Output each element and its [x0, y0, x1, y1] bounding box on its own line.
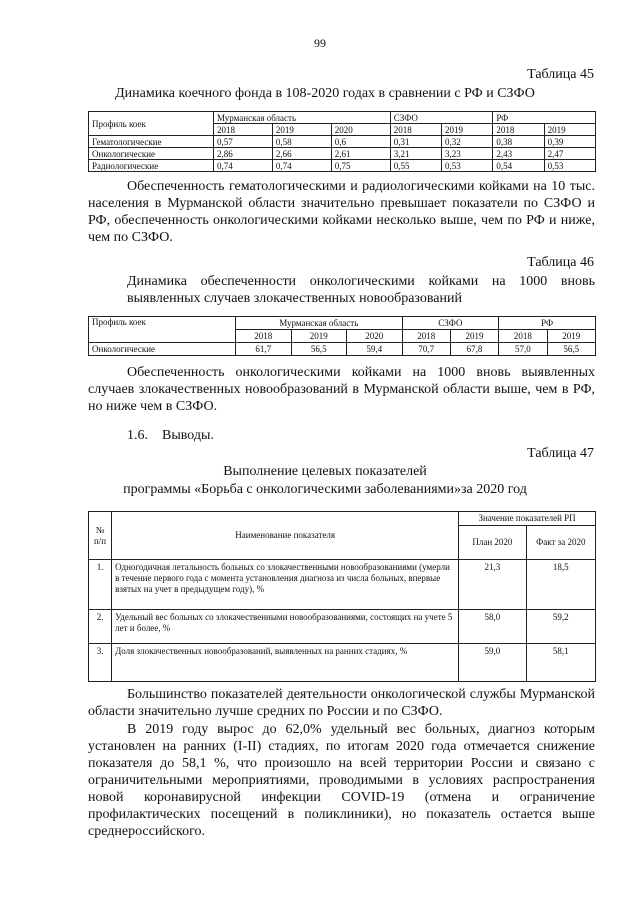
table47-header-plan: План 2020 — [459, 526, 526, 560]
cell: 2,61 — [331, 148, 390, 160]
cell: 0,74 — [214, 160, 273, 172]
row-label: Доля злокачественных новообразований, выявленных на ранних стадиях, % — [112, 644, 459, 682]
cell-plan: 21,3 — [459, 560, 526, 610]
table-row — [89, 136, 596, 148]
row-number: 3. — [89, 644, 112, 682]
cell: 2,86 — [214, 148, 273, 160]
cell: 2,47 — [544, 148, 595, 160]
table46-year: 2018 — [236, 330, 292, 343]
section-heading — [127, 428, 228, 444]
table45-label: Таблица 45 — [527, 67, 594, 82]
table45-group: Мурманская область — [214, 112, 391, 124]
cell: 0,53 — [544, 160, 595, 172]
table45 — [88, 111, 596, 172]
row-label: Гематологические — [89, 136, 214, 148]
row-label: Удельный вес больных со злокачественными новообразованиями, состоящих на учете 5 лет и более, % — [112, 610, 459, 644]
table45-year: 2019 — [442, 124, 493, 136]
table45-year: 2020 — [331, 124, 390, 136]
table47-label: Таблица 47 — [527, 446, 594, 461]
cell-plan: 58,0 — [459, 610, 526, 644]
table45-group: РФ — [493, 112, 596, 124]
cell: 0,58 — [272, 136, 331, 148]
cell-fact: 58,1 — [526, 644, 595, 682]
paragraph-4: В 2019 году вырос до 62,0% удельный вес больных, диагноз которым установлен на ранних (I-II) стадиях, по итогам 2020 года отмечается снижение показателя до 58,1 %, что произошло на всей территории России и связано с ограничительными мероприятиями, проводимыми в условиях распространения новой коронавирусной инфекции COVID-19 (отмена и ограничение профилактических посещений в поликлиники), но показатель остается выше среднероссийского. — [88, 722, 595, 839]
row-label: Одногодичная летальность больных со злокачественными новообразованиями (умерли в течение первого года с момента установления диагноза из числа больных, впервые взятых на учет в предыдущем году), % — [112, 560, 459, 610]
table45-group: СЗФО — [390, 112, 493, 124]
cell: 0,55 — [390, 160, 441, 172]
cell: 2,66 — [272, 148, 331, 160]
cell: 0,54 — [493, 160, 544, 172]
table47 — [88, 511, 596, 682]
table45-year: 2019 — [544, 124, 595, 136]
table46-year: 2018 — [402, 330, 450, 343]
table47-header-name: Наименование показателя — [112, 512, 459, 560]
cell-fact: 18,5 — [526, 560, 595, 610]
cell: 0,57 — [214, 136, 273, 148]
table45-year: 2018 — [493, 124, 544, 136]
cell: 0,31 — [390, 136, 441, 148]
table-row — [89, 343, 596, 356]
row-number: 1. — [89, 560, 112, 610]
table46-header-profile: Профиль коек — [89, 317, 236, 343]
table45-year: 2018 — [390, 124, 441, 136]
paragraph-2: Обеспеченность онкологическими койками на 1000 вновь выявленных случаев злокачественных новообразований в Мурманской области выше, чем в РФ, но ниже чем в СЗФО. — [88, 365, 595, 414]
cell: 0,75 — [331, 160, 390, 172]
table-row — [89, 560, 596, 610]
table46-group: СЗФО — [402, 317, 499, 330]
table46 — [88, 316, 596, 356]
table47-header-num: № п/п — [89, 512, 112, 560]
paragraph-3: Большинство показателей деятельности онкологической службы Мурманской области значительно лучше средних по России и по СЗФО. — [88, 687, 595, 719]
table47-header-value: Значение показателей РП — [459, 512, 596, 526]
cell: 56,5 — [291, 343, 347, 356]
cell: 2,43 — [493, 148, 544, 160]
row-label: Онкологические — [89, 343, 236, 356]
page-number: 99 — [314, 36, 326, 50]
table-row — [89, 610, 596, 644]
table46-label: Таблица 46 — [527, 255, 594, 270]
table-row — [89, 644, 596, 682]
table47-title-line1: Выполнение целевых показателей — [223, 464, 427, 479]
cell: 57,0 — [499, 343, 547, 356]
section-title: Выводы. — [162, 428, 214, 443]
cell: 0,38 — [493, 136, 544, 148]
row-label: Радиологические — [89, 160, 214, 172]
cell: 56,5 — [547, 343, 595, 356]
table46-year: 2020 — [347, 330, 403, 343]
cell-plan: 59,0 — [459, 644, 526, 682]
cell: 67,8 — [450, 343, 498, 356]
row-label: Онкологические — [89, 148, 214, 160]
table46-year: 2019 — [450, 330, 498, 343]
table46-title: Динамика обеспеченности онкологическими койками на 1000 вновь выявленных случаев злокачественных новообразований — [127, 274, 595, 306]
table47-header-fact: Факт за 2020 — [526, 526, 595, 560]
table45-title: Динамика коечного фонда в 108-2020 годах в сравнении с РФ и СЗФО — [115, 86, 535, 101]
section-number: 1.6. — [127, 428, 148, 443]
table-row — [89, 160, 596, 172]
cell: 3,23 — [442, 148, 493, 160]
table47-title-line2: программы «Борьба с онкологическими заболеваниями»за 2020 год — [123, 482, 527, 497]
cell: 0,74 — [272, 160, 331, 172]
table46-group: РФ — [499, 317, 596, 330]
cell-fact: 59,2 — [526, 610, 595, 644]
cell: 0,53 — [442, 160, 493, 172]
cell: 0,39 — [544, 136, 595, 148]
table-row — [89, 148, 596, 160]
table45-year: 2018 — [214, 124, 273, 136]
table46-year: 2019 — [547, 330, 595, 343]
cell: 70,7 — [402, 343, 450, 356]
cell: 3,21 — [390, 148, 441, 160]
cell: 0,6 — [331, 136, 390, 148]
paragraph-1: Обеспеченность гематологическими и радиологическими койками на 10 тыс. населения в Мурманской области значительно превышает показатели по СЗФО и РФ, обеспеченность онкологическими койками несколько выше, чем по РФ и ниже, чем по СЗФО. — [88, 179, 595, 245]
table46-group: Мурманская область — [236, 317, 403, 330]
table46-year: 2019 — [291, 330, 347, 343]
row-number: 2. — [89, 610, 112, 644]
table46-year: 2018 — [499, 330, 547, 343]
table45-year: 2019 — [272, 124, 331, 136]
cell: 59,4 — [347, 343, 403, 356]
cell: 61,7 — [236, 343, 292, 356]
table45-header-profile: Профиль коек — [89, 112, 214, 136]
cell: 0,32 — [442, 136, 493, 148]
